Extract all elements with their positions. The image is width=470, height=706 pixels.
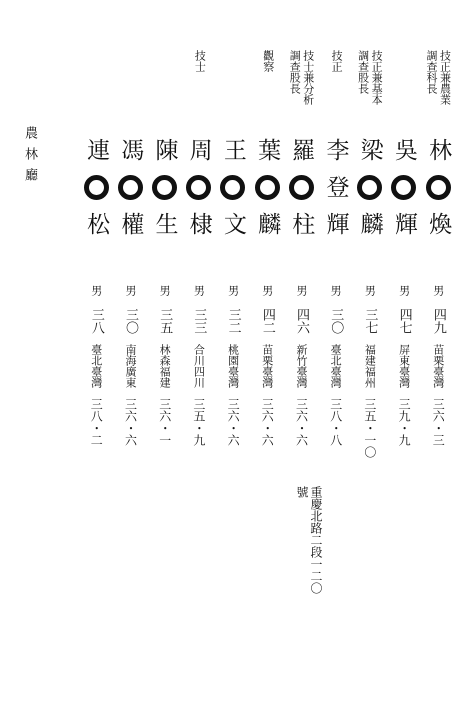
- staff-column: [287, 50, 315, 446]
- staff-date: 三六・六: [294, 398, 309, 446]
- staff-native-place: 桃園臺灣: [226, 344, 240, 388]
- staff-date: 三六・一: [157, 398, 172, 446]
- staff-role-line: 觀察: [261, 50, 275, 72]
- staff-role-line: 調查股長: [356, 50, 370, 94]
- address-line-2: 號: [295, 486, 309, 498]
- staff-surname: 馮: [117, 138, 144, 161]
- staff-gender: 男: [294, 285, 308, 296]
- staff-column: [390, 50, 418, 446]
- staff-column: [253, 50, 281, 446]
- staff-role: [425, 50, 450, 120]
- staff-given-last: 煥: [425, 212, 452, 235]
- staff-surname: 王: [219, 138, 246, 161]
- staff-date: 三六・三: [431, 398, 446, 446]
- staff-age: 四九: [430, 308, 446, 334]
- staff-age: 三〇: [123, 308, 138, 334]
- staff-role: [260, 50, 274, 120]
- staff-gender: 男: [260, 285, 274, 296]
- staff-native-place: 苗栗臺灣: [431, 344, 445, 388]
- staff-native-place: 福建福州: [363, 344, 377, 388]
- name-placeholder-circle: [255, 175, 280, 200]
- staff-gender: 男: [89, 285, 103, 296]
- staff-role: [357, 50, 382, 120]
- staff-given-last: 松: [83, 212, 110, 235]
- staff-date: 三八・二: [89, 398, 104, 446]
- staff-age: 三二: [225, 308, 241, 334]
- staff-date: 三九・九: [397, 398, 412, 446]
- staff-age: 三八: [88, 308, 104, 334]
- name-placeholder-circle: [391, 175, 416, 200]
- staff-given-last: 麟: [254, 212, 281, 235]
- staff-date: 三五・一〇: [362, 398, 377, 458]
- staff-age: 四二: [259, 308, 275, 334]
- staff-date: 三六・六: [226, 398, 241, 446]
- name-placeholder-circle: [152, 175, 177, 200]
- staff-role: [163, 50, 165, 120]
- staff-column: [150, 50, 178, 446]
- name-placeholder-circle: [84, 175, 109, 200]
- staff-date: 三八・八: [328, 398, 343, 446]
- staff-gender: 男: [363, 285, 377, 296]
- staff-role: [403, 50, 405, 120]
- staff-gender: 男: [123, 285, 137, 296]
- staff-column: [82, 50, 110, 446]
- staff-given-first: 登: [322, 175, 349, 198]
- staff-role: [232, 50, 234, 120]
- staff-role: [289, 50, 314, 120]
- staff-surname: 周: [185, 138, 212, 161]
- staff-role-line: 調查股長: [288, 50, 302, 94]
- address-line-1: 重慶北路二段一二〇: [309, 486, 323, 594]
- staff-column: [219, 50, 247, 446]
- staff-native-place: 屏東臺灣: [397, 344, 411, 388]
- staff-role: [329, 50, 343, 120]
- staff-surname: 吳: [390, 138, 417, 161]
- staff-given-last: 柱: [288, 212, 315, 235]
- staff-given-last: 文: [219, 212, 246, 235]
- staff-surname: 李: [322, 138, 349, 161]
- name-placeholder-circle: [220, 175, 245, 200]
- staff-column: [321, 50, 349, 446]
- staff-date: 三六・六: [260, 398, 275, 446]
- staff-native-place: 新竹臺灣: [294, 344, 308, 388]
- staff-role-line: 調查科長: [425, 50, 438, 94]
- name-placeholder-circle: [118, 175, 143, 200]
- staff-role: [192, 50, 206, 120]
- staff-role-line: 技正兼農業: [438, 50, 452, 105]
- staff-given-last: 棣: [185, 212, 212, 235]
- staff-native-place: 合川四川: [192, 344, 206, 388]
- staff-date: 三六・六: [123, 398, 138, 446]
- staff-given-last: 權: [117, 212, 144, 235]
- staff-given-last: 輝: [322, 212, 349, 235]
- staff-age: 四七: [396, 308, 412, 334]
- staff-native-place: 苗栗臺灣: [260, 344, 274, 388]
- staff-native-place: 林森福建: [158, 344, 172, 388]
- staff-gender: 男: [192, 285, 206, 296]
- staff-surname: 林: [425, 138, 452, 161]
- staff-gender: 男: [397, 285, 411, 296]
- staff-role-line: 技士: [193, 50, 207, 72]
- staff-given-last: 輝: [390, 212, 417, 235]
- staff-gender: 男: [226, 285, 240, 296]
- staff-column: [185, 50, 213, 446]
- staff-age: 四六: [294, 308, 309, 334]
- agency-title: 農林廳: [22, 126, 37, 189]
- staff-role-line: 技正: [330, 50, 344, 72]
- staff-native-place: 南海廣東: [123, 344, 137, 388]
- staff-age: 三三: [191, 308, 207, 334]
- staff-column: [356, 50, 384, 458]
- staff-native-place: 臺北臺灣: [329, 344, 343, 388]
- name-placeholder-circle: [357, 175, 382, 200]
- staff-role: [129, 50, 131, 120]
- staff-native-place: 臺北臺灣: [89, 344, 103, 388]
- staff-given-last: 麟: [356, 212, 383, 235]
- staff-gender: 男: [158, 285, 172, 296]
- staff-date: 三五・九: [191, 398, 206, 446]
- staff-surname: 陳: [151, 138, 178, 161]
- name-placeholder-circle: [289, 175, 314, 200]
- staff-surname: 羅: [288, 138, 315, 161]
- staff-surname: 葉: [254, 138, 281, 161]
- staff-surname: 連: [83, 138, 110, 161]
- staff-column: [116, 50, 144, 446]
- staff-surname: 梁: [356, 138, 383, 161]
- staff-role-line: 技士兼分析: [301, 50, 315, 105]
- staff-given-last: 生: [151, 212, 178, 235]
- staff-age: 三五: [157, 308, 173, 334]
- staff-column: [424, 50, 452, 446]
- staff-age: 三七: [362, 308, 378, 334]
- staff-role-line: 技正兼基本: [370, 50, 384, 105]
- name-placeholder-circle: [426, 175, 451, 200]
- staff-age: 三〇: [328, 308, 344, 334]
- staff-gender: 男: [329, 285, 343, 296]
- staff-role: [95, 50, 97, 120]
- name-placeholder-circle: [186, 175, 211, 200]
- staff-gender: 男: [431, 285, 445, 296]
